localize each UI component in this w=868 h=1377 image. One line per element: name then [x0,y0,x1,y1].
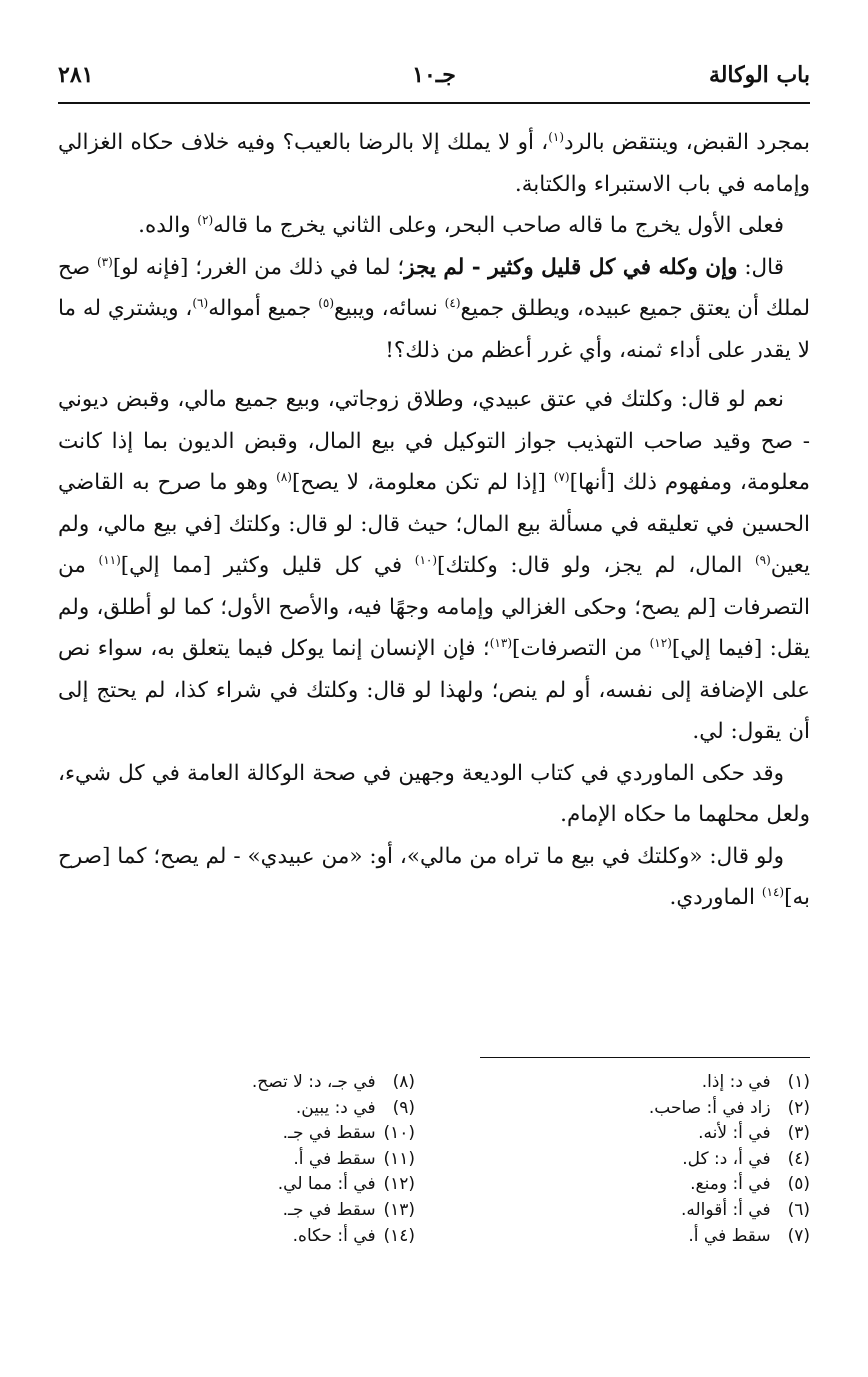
footnote-ref[interactable]: (٣) [96,254,113,269]
footnote-item: (١١) سقط في أ. [293,1148,415,1169]
paragraph-3: قال: وإن وكله في كل قليل وكثير - لم يجز؛ لما في ذلك من الغرر؛ [فإنه لو]$^{(٣)}$ صح لملك أن يعتق جميع عبيده، ويطلق جميع$^{(٤)}$ نسائه، ويبيع$^{(٥)}$ جميع أمواله$^{(٦)}$، ويشتري له ما لا يقدر على أداء ثمنه، وأي غرر أعظم من ذلك؟! [58,254,810,363]
main-text [58,122,810,919]
footnote-ref[interactable]: (٧) [553,469,570,484]
page-number: ٢٨١ [58,62,94,88]
paragraph-6: ولو قال: «وكلتك في بيع ما تراه من مالي»، أو: «من عبيدي» - لم يصح؛ كما [صرح به]$^{(١٤)}$ الماوردي. [58,843,810,910]
footnote-ref[interactable]: (٢) [197,212,214,227]
footnote-ref[interactable]: (٤) [444,295,461,310]
footnote-divider [480,1057,810,1058]
footnote-ref[interactable]: (٥) [318,295,335,310]
paragraph-4: نعم لو قال: وكلتك في عتق عبيدي، وطلاق زوجاتي، وبيع جميع مالي، وقبض ديوني - صح وقيد صاحب التهذيب جواز التوكيل في بيع المال، وقبض الديون بما إذا كانت معلومة، ومفهوم ذلك [أنها]$^{(٧)}$ [إذا لم تكن معلومة، لا يصح]$^{(٨)}$ وهو ما صرح به القاضي الحسين في تعليقه في مسألة بيع المال؛ حيث قال: لو قال: وكلتك [في بيع مالي، ولم يعين$^{(٩)}$ المال، لم يجز، ولو قال: وكلتك]$^{(١٠)}$ في كل قليل وكثير [مما إلي]$^{(١١)}$ من التصرفات [لم يصح؛ وحكى الغزالي وإمامه وجهًا فيه، والأصح الأول؛ كما لو أطلق، ولم يقل: [فيما إلي]$^{(١٢)}$ من التصرفات]$^{(١٣)}$؛ فإن الإنسان إنما يوكل فيما يتعلق به، سواء نص على الإضافة إلى نفسه، أو لم ينص؛ ولهذا لو قال: وكلتك في شراء كذا، لم يحتج إلى أن يقول: لي. [58,387,811,744]
footnote-item: (٢) زاد في أ: صاحب. [648,1097,810,1118]
paragraph-2: فعلى الأول يخرج ما قاله صاحب البحر، وعلى الثاني يخرج ما قاله$^{(٢)}$ والده. [138,212,784,238]
footnote-item: (٦) في أ: أقواله. [680,1199,810,1220]
page-header [58,62,810,98]
footnote-item: (١) في د: إذا. [701,1072,810,1092]
footnote-ref[interactable]: (١٣) [489,635,512,650]
footnote-item: (٧) سقط في أ. [688,1225,810,1246]
matn-text: وإن وكله في كل قليل وكثير - لم يجز [404,254,738,280]
footnote-ref[interactable]: (١٠) [414,552,438,567]
paragraph-1: بمجرد القبض، وينتقض بالرد$^{(١)}$، أو لا يملك إلا بالرضا بالعيب؟ وفيه خلاف حكاه الغزالي وإمامه في باب الاستبراء والكتابة. [58,129,810,197]
footnote-ref[interactable]: (١٢) [649,635,672,650]
footnote-item: (٨) في جـ، د: لا تصح. [251,1072,415,1092]
footnote-item: (٤) في أ، د: كل. [682,1148,810,1169]
footnotes-column-left [85,1070,415,1249]
paragraph-5: وقد حكى الماوردي في كتاب الوديعة وجهين في صحة الوكالة العامة في كل شيء، ولعل محلهما ما حكاه الإمام. [58,760,810,827]
chapter-title: باب الوكالة [708,62,810,88]
footnote-item: (١٢) في أ: مما لي. [277,1174,415,1195]
footnote-item: (٥) في أ: ومنع. [690,1174,810,1195]
footnote-ref[interactable]: (١) [548,129,565,144]
footnote-ref[interactable]: (١٤) [761,884,785,899]
footnote-item: (١٤) في أ: حكاه. [292,1225,415,1246]
footnote-item: (٩) في د: يبين. [295,1097,415,1118]
footnote-item: (١٣) سقط في جـ. [282,1199,415,1220]
footnote-ref[interactable]: (١١) [98,552,121,567]
footnotes-column-right [480,1070,810,1249]
footnote-ref[interactable]: (٦) [192,295,209,310]
footnote-item: (١٠) سقط في جـ. [282,1123,415,1144]
footnote-ref[interactable]: (٩) [754,552,771,567]
volume-label: جـ١٠ [412,62,456,88]
footnote-item: (٣) في أ: لأنه. [698,1123,810,1144]
footnote-ref[interactable]: (٨) [276,469,292,484]
header-divider [58,102,810,104]
